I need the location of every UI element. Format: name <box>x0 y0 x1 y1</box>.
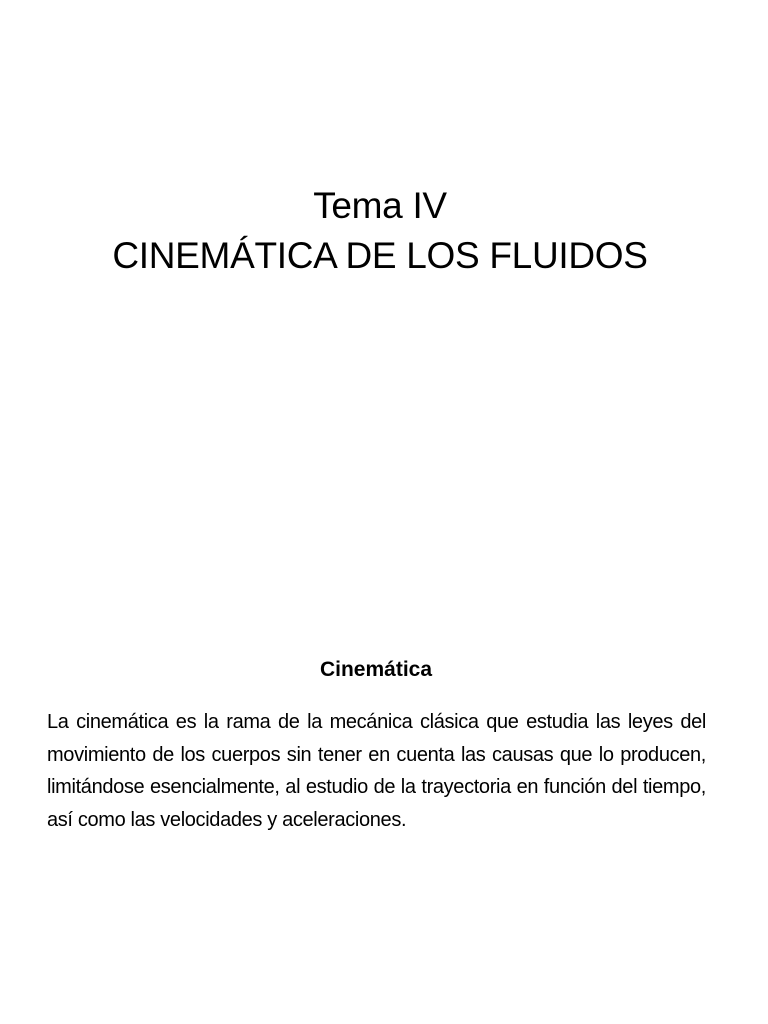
title-topic-number: Tema IV <box>313 185 447 226</box>
body-paragraph: La cinemática es la rama de la mecánica clásica que estudia las leyes del movimiento de los cuerpos sin tener en cuenta las causas que lo producen, limitándose esencialmente, al estudio de la trayectoria en función del tiempo, así como las velocidades y aceleraciones. <box>47 711 706 831</box>
title-topic-name: CINEMÁTICA DE LOS FLUIDOS <box>112 235 648 276</box>
slide-title <box>0 181 760 281</box>
section-heading: Cinemática <box>319 658 433 681</box>
